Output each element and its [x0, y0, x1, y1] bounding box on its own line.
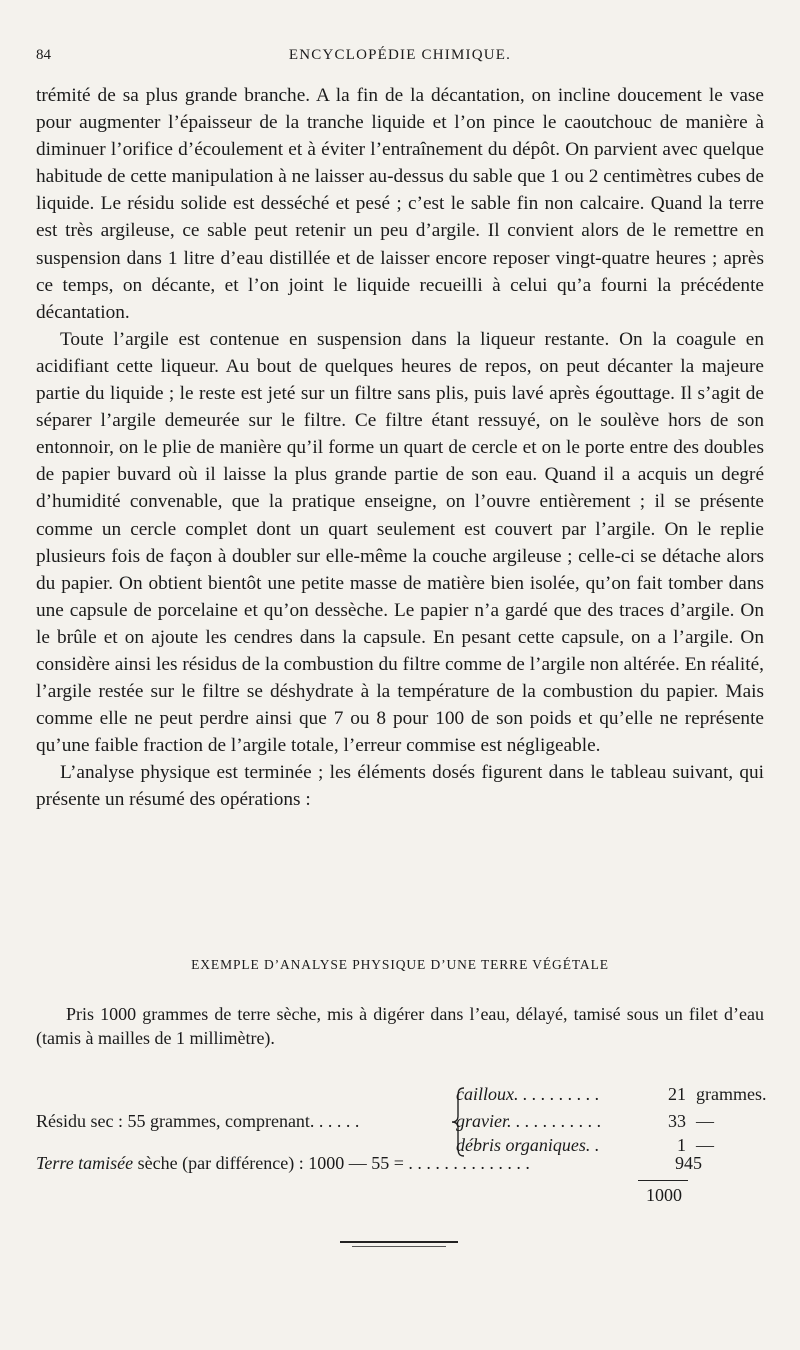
paragraph: trémité de sa plus grande branche. A la fin de la décantation, on incline doucement le vase pour augmenter l’épaisseur de la tranche liquide et l’on pince le caoutchouc de manière à diminuer l’orifice d’écoulement et à éviter l’entraînement du dépôt. On parvient avec quelque habitude de cette manipulation à ne laisser au-dessus du sable que 1 ou 2 centimètres cubes de liquide. Le résidu solide est desséché et pesé ; c’est le sable fin non calcaire. Quand la terre est très argileuse, ce sable peut retenir un peu d’argile. Il convient alors de le remettre en suspension dans 1 litre d’eau distillée et de laisser encore reposer vingt-quatre heures ; après ce temps, on décante, et l’on joint le liquide recueilli à celui qu’a fourni la précédente décantation.: [36, 85, 764, 323]
end-rule-secondary: [352, 1246, 446, 1247]
residu-label: Résidu sec : 55 grammes, comprenant. . . . . .: [36, 1111, 360, 1131]
item-unit: —: [696, 1111, 714, 1131]
item-name: cailloux. . . . . . . . . .: [456, 1084, 600, 1104]
example-intro: [36, 1002, 764, 1050]
body-text: [36, 82, 764, 814]
page-number: 84: [36, 47, 51, 63]
item-value: 21: [668, 1084, 686, 1104]
paragraph: Toute l’argile est contenue en suspension dans la liqueur restante. On la coagule en acidifiant cette liqueur. Au bout de quelques heures de repos, on peut décanter la majeure partie du liquide ; le reste est jeté sur un filtre sans plis, puis lavé après égouttage. Il s’agit de séparer l’argile demeurée sur le filtre. Ce filtre étant ressuyé, on le soulève hors de son entonnoir, on le plie de manière qu’il forme un quart de cercle et on le porte entre des doubles de papier buvard où il laisse la plus grande partie de son eau. Quand il a acquis un degré d’humidité convenable, que la pratique enseigne, on l’ouvre entièrement ; il se présente comme un cercle complet dont un quart seulement est couvert par l’argile. On le replie plusieurs fois de façon à doubler sur elle-même la couche argileuse ; celle-ci se détache alors du papier. On obtient bientôt une petite masse de matière bien isolée, qu’on fait tomber dans une capsule de porcelaine et qu’on dessèche. Le papier n’a gardé que des traces d’argile. On le brûle et on ajoute les cendres dans la capsule. En pesant cette capsule, on a l’argile. On considère ainsi les résidus de la combustion du filtre comme de l’argile non altérée. En réalité, l’argile restée sur le filtre se déshydrate à la température de la combustion du papier. Mais comme elle ne peut perdre ainsi que 7 ou 8 pour 100 de son poids et qu’elle ne représente qu’une faible fraction de l’argile totale, l’erreur commise est négligeable.: [36, 328, 764, 757]
tamisee-row: [36, 1153, 766, 1179]
item-unit: —: [696, 1135, 714, 1155]
example-intro-text: Pris 1000 grammes de terre sèche, mis à digérer dans l’eau, délayé, tamisé sous un filet d’eau (tamis à mailles de 1 millimètre).: [36, 1004, 764, 1048]
item-name: gravier. . . . . . . . . . .: [456, 1111, 602, 1131]
residu-row-cailloux: [36, 1084, 766, 1108]
item-name: débris organiques. .: [456, 1135, 600, 1155]
tamisee-italic: Terre tamisée: [36, 1153, 134, 1173]
sum-rule: [638, 1180, 688, 1181]
end-rule: [340, 1241, 458, 1243]
residu-table: [36, 1084, 766, 1164]
paragraph: L’analyse physique est terminée ; les éléments dosés figurent dans le tableau suivant, qui présente un résumé des opérations :: [36, 762, 764, 811]
tamisee-rest: sèche (par différence) : 1000 — 55 = . . . . . . . . . . . . . .: [133, 1153, 530, 1173]
tamisee-label: [36, 1153, 530, 1174]
page-header: [36, 47, 764, 75]
total-value: 1000: [646, 1185, 682, 1205]
item-value: 33: [668, 1111, 686, 1131]
tamisee-value: 945: [675, 1153, 702, 1173]
item-value: 1: [677, 1135, 686, 1155]
residu-row-gravier: [36, 1111, 766, 1135]
example-title: EXEMPLE D’ANALYSE PHYSIQUE D’UNE TERRE VÉGÉTALE: [191, 957, 609, 972]
running-title: ENCYCLOPÉDIE CHIMIQUE.: [288, 47, 512, 63]
item-unit: grammes.: [696, 1084, 767, 1104]
